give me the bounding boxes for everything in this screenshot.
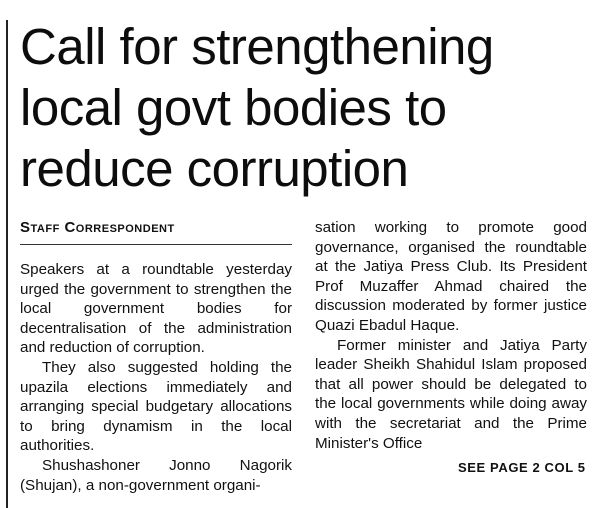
continued-jump-line: SEE PAGE 2 COL 5 <box>458 460 586 475</box>
column-rule <box>6 20 8 508</box>
article-column-left <box>20 260 292 495</box>
paragraph-4: Former minister and Jatiya Party leader Sheikh Shahidul Islam proposed that all power should be delegated to the local governments while doing away with the secretariat and the Prime Minister's Office <box>315 336 587 452</box>
byline-rule <box>20 244 292 245</box>
paragraph-3-continued: sation working to promote good governance, organised the roundtable at the Jatiya Press Club. Its President Prof Muzaffer Ahmad chaired the discussion moderated by former justice Quazi Ebadul Haque. <box>315 219 587 334</box>
byline: Staff Correspondent <box>20 219 175 236</box>
headline <box>20 16 600 199</box>
headline-line-2: local govt bodies to <box>20 79 447 136</box>
headline-line-3: reduce corruption <box>20 140 409 197</box>
paragraph-3: Shushashoner Jonno Nagorik (Shujan), a non-government organi- <box>20 456 292 494</box>
paragraph-1: Speakers at a roundtable yesterday urged the government to strengthen the local government bodies for decentralisation of the administration and reduction of corruption. <box>20 261 292 357</box>
headline-line-1: Call for strengthening <box>20 18 494 75</box>
paragraph-2: They also suggested holding the upazila elections immediately and arranging special budgetary allocations to bring dynamism in the local authorities. <box>20 358 292 455</box>
article-column-right <box>315 218 587 453</box>
